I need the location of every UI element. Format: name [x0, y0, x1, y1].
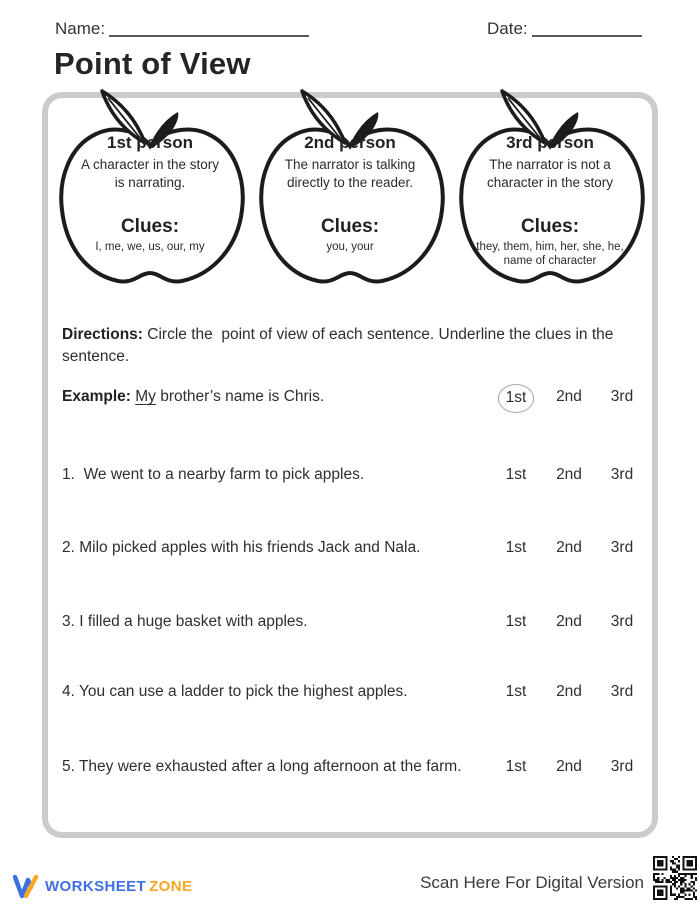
question-options	[483, 539, 642, 557]
question-sentence	[62, 613, 308, 631]
page-title: Point of View	[54, 46, 251, 81]
apples-reference-row	[50, 88, 650, 293]
question-text: We went to a nearby farm to pick apples.	[83, 466, 365, 483]
clues-list: you, your	[326, 241, 374, 253]
apple-1st-person	[50, 88, 250, 293]
example-options	[483, 388, 642, 408]
worksheet-frame	[42, 92, 658, 838]
name-field	[55, 19, 309, 39]
question-number: 3.	[62, 613, 75, 630]
question-row-2	[62, 539, 642, 557]
name-label: Name:	[55, 19, 106, 38]
question-sentence	[62, 683, 408, 701]
question-text: You can use a ladder to pick the highest apples.	[78, 683, 408, 700]
apple-description: A character in the story is narrating.	[80, 157, 220, 190]
apple-description: The narrator is not a character in the story	[486, 157, 614, 190]
option-2nd[interactable]: 2nd	[556, 683, 582, 700]
apple-title: 2nd person	[304, 133, 396, 152]
date-label: Date:	[487, 19, 528, 38]
question-options	[483, 466, 642, 484]
question-row-1	[62, 466, 642, 484]
option-1st[interactable]: 1st	[505, 466, 527, 483]
question-number: 4.	[62, 683, 75, 700]
directions	[62, 324, 638, 369]
option-3rd[interactable]: 3rd	[610, 388, 634, 405]
question-sentence	[62, 539, 420, 557]
option-1st[interactable]: 1st	[505, 613, 527, 630]
option-1st[interactable]: 1st	[505, 539, 527, 556]
option-2nd[interactable]: 2nd	[556, 388, 582, 405]
question-text: I filled a huge basket with apples.	[79, 613, 308, 630]
brand-zone: ZONE	[149, 878, 193, 895]
apple-title: 3rd person	[506, 133, 594, 152]
directions-text: Circle the point of view of each sentence. Underline the clues in the sentence.	[62, 326, 618, 366]
apple-description: The narrator is talking directly to the reader.	[284, 157, 416, 190]
option-3rd[interactable]: 3rd	[610, 758, 634, 775]
worksheetzone-logo-icon	[13, 874, 40, 899]
option-2nd[interactable]: 2nd	[556, 466, 582, 483]
directions-label: Directions:	[62, 326, 143, 343]
example-row	[62, 388, 642, 408]
clues-label: Clues:	[520, 216, 580, 237]
date-field	[487, 19, 642, 39]
scan-label: Scan Here For Digital Version	[420, 873, 644, 892]
example-label: Example:	[62, 388, 131, 405]
clues-label: Clues:	[320, 216, 380, 237]
apple-2nd-person	[250, 88, 450, 293]
question-row-3	[62, 613, 642, 631]
question-row-5	[62, 758, 642, 776]
worksheetzone-logo	[13, 874, 192, 899]
date-input-line[interactable]	[532, 19, 642, 37]
question-text: They were exhausted after a long afternoon at the farm.	[78, 758, 462, 775]
qr-code	[653, 856, 697, 900]
clues-list: they, them, him, her, she, he, name of character	[476, 241, 624, 267]
question-row-4	[62, 683, 642, 701]
option-1st[interactable]	[496, 388, 536, 408]
question-text: Milo picked apples with his friends Jack and Nala.	[79, 539, 421, 556]
option-3rd[interactable]: 3rd	[610, 539, 634, 556]
option-2nd[interactable]: 2nd	[556, 613, 582, 630]
option-2nd[interactable]: 2nd	[556, 539, 582, 556]
apple-title: 1st person	[107, 133, 193, 152]
question-sentence	[62, 466, 364, 484]
clues-label: Clues:	[120, 216, 180, 237]
question-options	[483, 613, 642, 631]
question-number: 2.	[62, 539, 75, 556]
option-2nd[interactable]: 2nd	[556, 758, 582, 775]
option-3rd[interactable]: 3rd	[610, 683, 634, 700]
circled-answer: 1st	[498, 384, 535, 413]
question-options	[483, 758, 642, 776]
question-number: 5.	[62, 758, 75, 775]
example-sentence	[62, 388, 324, 406]
option-1st[interactable]: 1st	[505, 758, 527, 775]
clues-list: I, me, we, us, our, my	[95, 241, 205, 253]
option-3rd[interactable]: 3rd	[610, 613, 634, 630]
question-number: 1.	[62, 466, 75, 483]
option-3rd[interactable]: 3rd	[610, 466, 634, 483]
question-sentence	[62, 758, 462, 776]
option-1st[interactable]: 1st	[505, 683, 527, 700]
example-sentence-rest: brother’s name is Chris.	[160, 388, 325, 405]
apple-3rd-person	[450, 88, 650, 293]
example-underlined-word: My	[135, 388, 156, 405]
name-input-line[interactable]	[109, 19, 309, 37]
question-options	[483, 683, 642, 701]
brand-worksheet: WORKSHEET	[45, 878, 147, 895]
